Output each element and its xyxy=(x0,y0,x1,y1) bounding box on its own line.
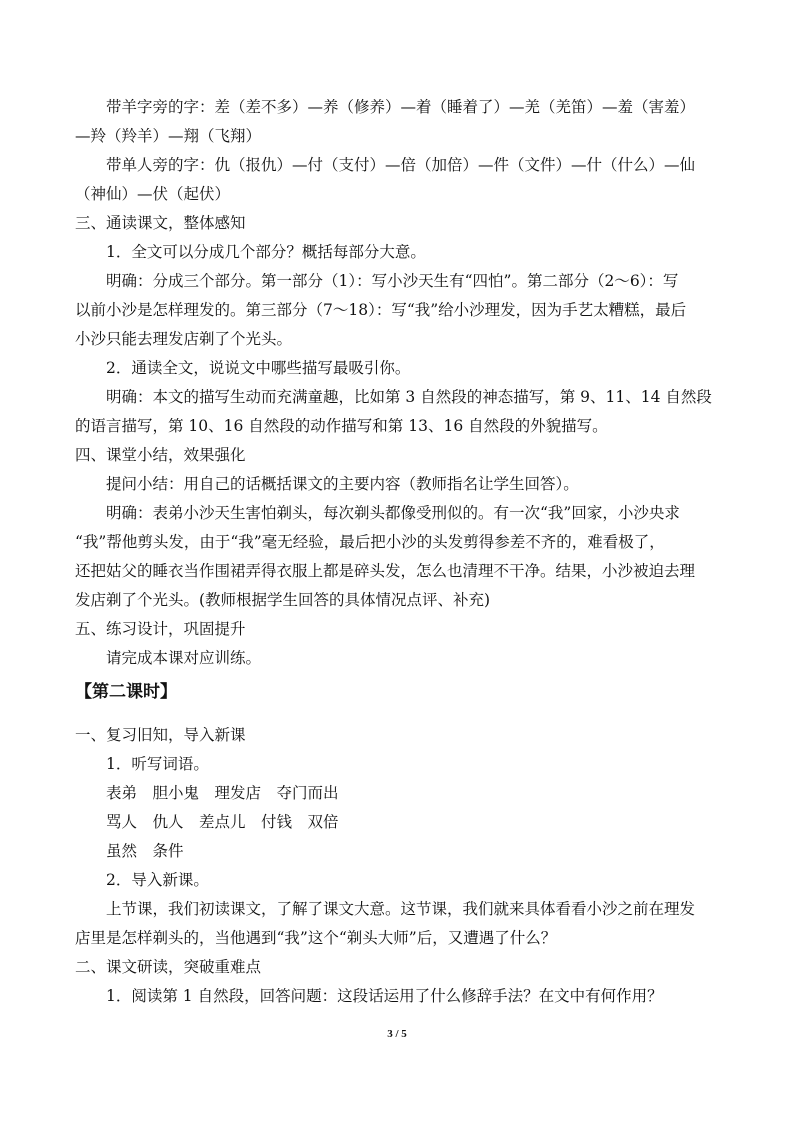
section-heading: 【第二课时】 xyxy=(75,682,177,702)
text-line: 骂人 仇人 差点儿 付钱 双倍 xyxy=(106,813,339,831)
text-line: 表弟 胆小鬼 理发店 夺门而出 xyxy=(106,784,339,802)
text-line: 带羊字旁的字：差（差不多）—养（修养）—着（睡着了）—羌（羌笛）—羞（害羞） xyxy=(106,98,696,116)
page-number: 3 / 5 xyxy=(387,1028,407,1040)
text-line: 1．阅读第 1 自然段，回答问题：这段话运用了什么修辞手法？在文中有何作用？ xyxy=(106,987,663,1005)
text-line: 五、练习设计，巩固提升 xyxy=(75,620,246,638)
text-line: 2．导入新课。 xyxy=(106,871,209,889)
text-line: 上节课，我们初读课文，了解了课文大意。这节课，我们就来具体看看小沙之前在理发 xyxy=(106,900,696,918)
text-line: 提问小结：用自己的话概括课文的主要内容（教师指名让学生回答）。 xyxy=(106,475,579,493)
text-line: 明确：表弟小沙天生害怕剃头，每次剃头都像受刑似的。有一次“我”回家，小沙央求 xyxy=(106,504,680,522)
text-line: 二、课文研读，突破重难点 xyxy=(75,958,262,976)
text-line: 还把姑父的睡衣当作围裙弄得衣服上都是碎头发，怎么也清理不干净。结果，小沙被迫去理 xyxy=(75,562,696,580)
text-line: 四、课堂小结，效果强化 xyxy=(75,446,246,464)
text-line: 三、通读课文，整体感知 xyxy=(75,214,246,232)
text-line: （神仙）—伏（起伏） xyxy=(75,185,231,203)
text-line: 明确：本文的描写生动而充满童趣，比如第 3 自然段的神态描写，第 9、11、14 自然段 xyxy=(106,388,712,406)
text-line: 小沙只能去理发店剃了个光头。 xyxy=(75,330,293,348)
text-line: 请完成本课对应训练。 xyxy=(106,649,262,667)
text-line: 明确：分成三个部分。第一部分（1）：写小沙天生有“四怕”。第二部分（2～6）：写 xyxy=(106,272,679,290)
text-line: 1．听写词语。 xyxy=(106,755,209,773)
text-line: 以前小沙是怎样理发的。第三部分（7～18）：写“我”给小沙理发，因为手艺太糟糕，最后 xyxy=(75,301,687,319)
text-line: 一、复习旧知，导入新课 xyxy=(75,726,246,744)
text-line: 1．全文可以分成几个部分？概括每部分大意。 xyxy=(106,243,426,261)
text-line: “我”帮他剪头发，由于“我”毫无经验，最后把小沙的头发剪得参差不齐的，难看极了， xyxy=(75,533,665,551)
text-line: 带单人旁的字：仇（报仇）—付（支付）—倍（加倍）—件（文件）—什（什么）—仙 xyxy=(106,156,696,174)
text-line: 2．通读全文，说说文中哪些描写最吸引你。 xyxy=(106,359,411,377)
text-line: 店里是怎样剃头的，当他遇到“我”这个“剃头大师”后，又遭遇了什么？ xyxy=(75,929,557,947)
text-line: —羚（羚羊）—翔（飞翔） xyxy=(75,127,262,145)
text-line: 虽然 条件 xyxy=(106,842,184,860)
text-line: 的语言描写，第 10、16 自然段的动作描写和第 13、16 自然段的外貌描写。 xyxy=(75,417,608,435)
text-line: 发店剃了个光头。(教师根据学生回答的具体情况点评、补充) xyxy=(75,591,491,609)
